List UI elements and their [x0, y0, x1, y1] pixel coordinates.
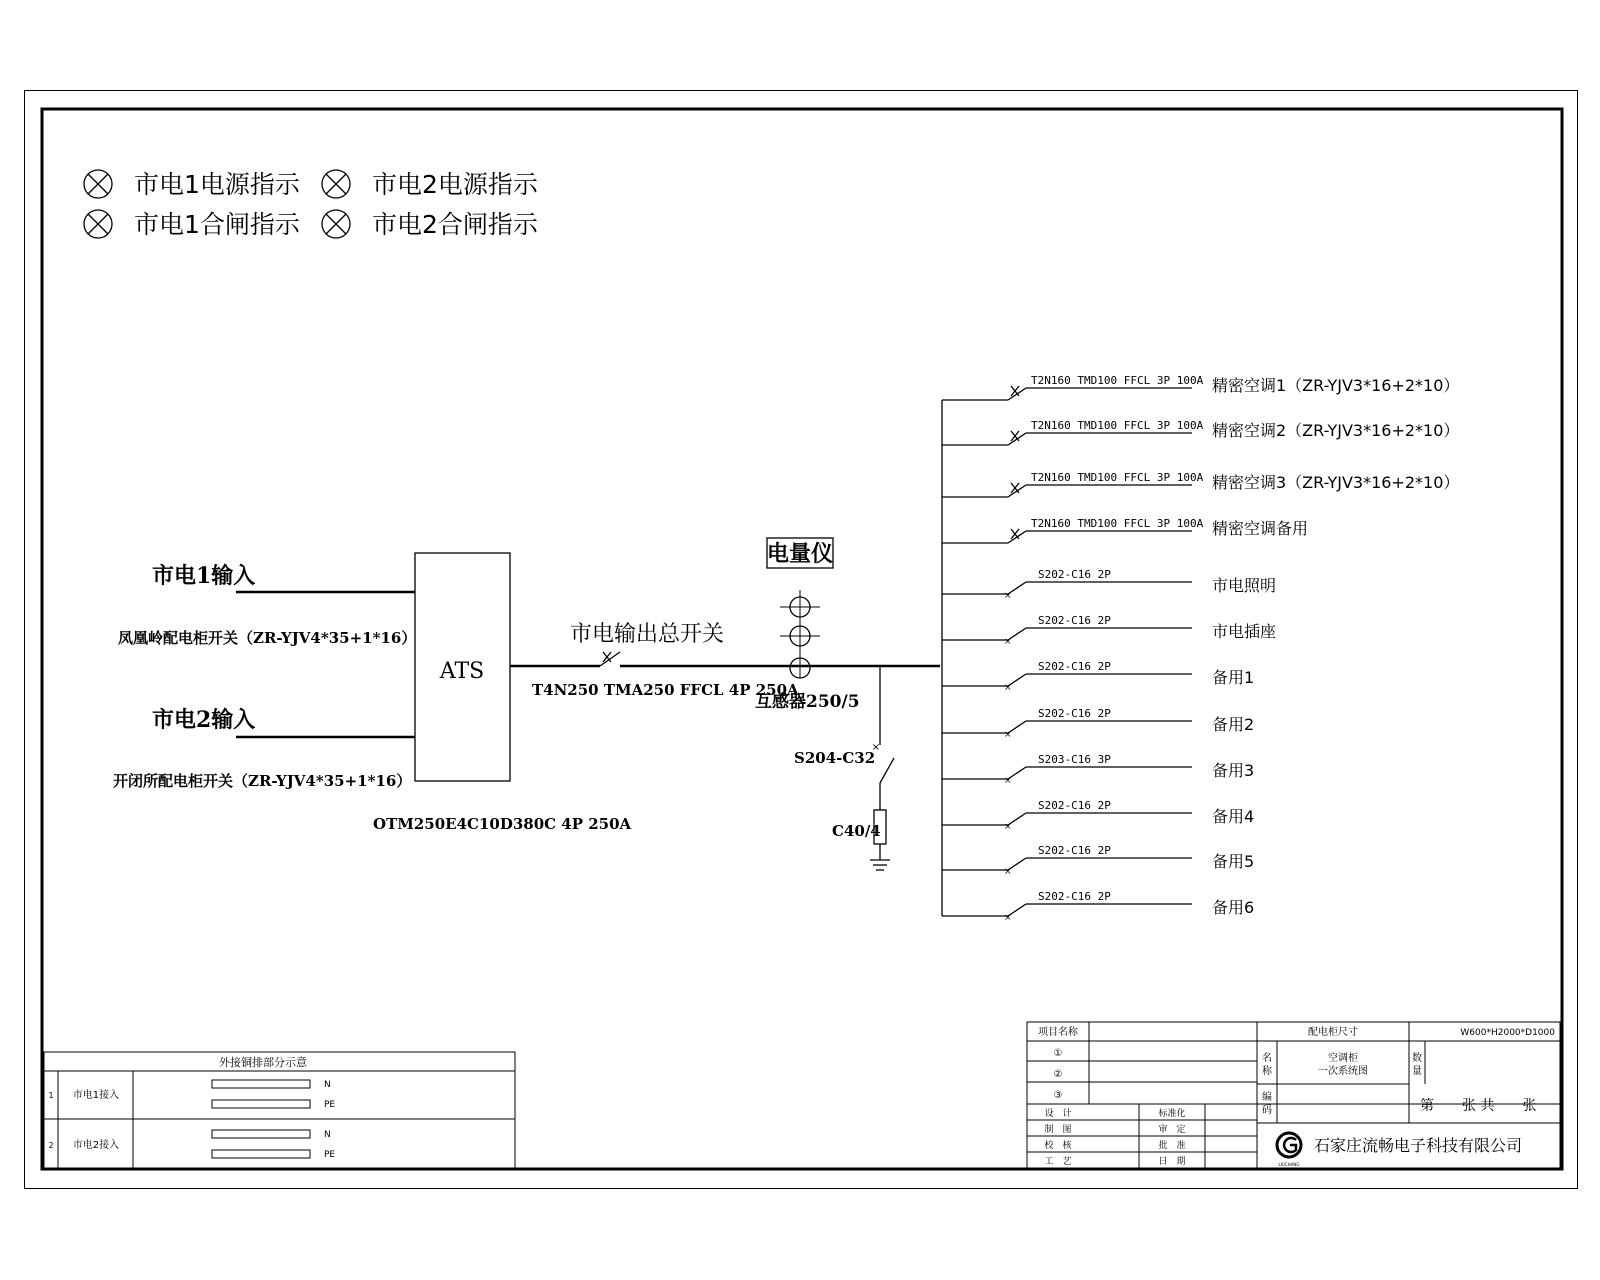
svg-text:×: × [1004, 913, 1012, 923]
ats-label: ATS [439, 659, 485, 684]
item-marker: ③ [1053, 1090, 1063, 1101]
branch-breaker-label: T2N160 TMD100 FFCL 3P 100A [1031, 471, 1204, 484]
branch-breaker-label: T2N160 TMD100 FFCL 3P 100A [1031, 374, 1204, 387]
branch-circuit [942, 707, 1254, 740]
branch-load-label: 备用6 [1212, 898, 1255, 917]
power-meter-label: 电量仪 [766, 541, 834, 567]
spd-arrester-label: C40/4 [832, 822, 881, 840]
role-label: 审 定 [1158, 1125, 1186, 1135]
legend-close-2: 市电2合闸指示 [372, 210, 538, 239]
branch-load-label: 备用4 [1212, 807, 1255, 826]
branch-breaker-label: T2N160 TMD100 FFCL 3P 100A [1031, 419, 1204, 432]
branch-breaker-label: S202-C16 2P [1038, 890, 1111, 903]
branch-breaker-label: T2N160 TMD100 FFCL 3P 100A [1031, 517, 1204, 530]
copper-row-name: 市电2接入 [72, 1140, 120, 1151]
lamp-icon [322, 170, 350, 198]
legend [84, 170, 539, 239]
branch-breaker-label: S202-C16 2P [1038, 707, 1111, 720]
svg-text:×: × [1004, 867, 1012, 877]
input2-label: 市电2输入 [152, 707, 256, 733]
branch-breaker-label: S202-C16 2P [1038, 660, 1111, 673]
main-switch-model: T4N250 TMA250 FFCL 4P 250A [532, 681, 799, 699]
drawing-name-line1: 空调柜 [1328, 1053, 1358, 1064]
branch-load-label: 市电插座 [1212, 622, 1277, 641]
copper-bar-label: N [324, 1080, 331, 1090]
copper-bar [212, 1150, 310, 1158]
role-label: 设 计 [1044, 1109, 1072, 1119]
svg-text:×: × [1004, 822, 1012, 832]
branch-breaker-label: S202-C16 2P [1038, 568, 1111, 581]
role-label: 制 图 [1044, 1125, 1072, 1135]
copper-bar [212, 1130, 310, 1138]
role-label: 工 艺 [1044, 1157, 1072, 1167]
svg-text:×: × [1004, 591, 1012, 601]
copper-bar [212, 1100, 310, 1108]
svg-text:LIUCHANG: LIUCHANG [1278, 1162, 1300, 1167]
branch-breaker-label: S203-C16 3P [1038, 753, 1111, 766]
copper-bar [212, 1080, 310, 1088]
code-label: 编码 [1262, 1092, 1272, 1116]
company-logo-icon [1277, 1133, 1301, 1167]
branch-load-label: 备用2 [1212, 715, 1255, 734]
ats-model: OTM250E4C10D380C 4P 250A [373, 815, 632, 833]
branch-circuit [942, 844, 1254, 877]
project-name-label: 项目名称 [1038, 1027, 1078, 1038]
main-breaker-symbol [600, 652, 620, 666]
cabinet-size-value: W600*H2000*D1000 [1460, 1028, 1555, 1038]
branch-breaker-label: S202-C16 2P [1038, 614, 1111, 627]
copper-bar-label: PE [324, 1100, 336, 1110]
spd-breaker-label: S204-C32 [794, 749, 876, 767]
sheet-count: 第 张 共 张 [1420, 1098, 1537, 1114]
branch-circuit [942, 799, 1254, 832]
svg-text:×: × [1004, 776, 1012, 786]
drawing-name-line2: 一次系统图 [1318, 1066, 1368, 1077]
role-label: 标准化 [1158, 1109, 1186, 1119]
branch-load-label: 备用3 [1212, 761, 1255, 780]
branch-circuit [942, 471, 1459, 497]
branch-load-label: 市电照明 [1212, 576, 1277, 595]
branch-circuit [942, 568, 1276, 601]
branch-load-label: 精密空调3（ZR-YJV3*16+2*10） [1212, 473, 1460, 492]
branch-breaker-label: S202-C16 2P [1038, 799, 1111, 812]
input2-cable: 开闭所配电柜开关（ZR-YJV4*35+1*16） [113, 772, 412, 790]
input1-cable: 凤凰岭配电柜开关（ZR-YJV4*35+1*16） [118, 629, 417, 647]
copper-row-name: 市电1接入 [72, 1090, 120, 1101]
legend-power-2: 市电2电源指示 [372, 170, 538, 199]
legend-close-1: 市电1合闸指示 [134, 210, 300, 239]
legend-power-1: 市电1电源指示 [134, 170, 300, 199]
role-label: 批 准 [1158, 1141, 1186, 1151]
branch-breaker-label: S202-C16 2P [1038, 844, 1111, 857]
item-marker: ① [1053, 1048, 1063, 1059]
branch-load-label: 备用5 [1212, 852, 1255, 871]
branch-circuit [942, 374, 1459, 400]
branch-circuit [942, 517, 1308, 543]
main-switch-label: 市电输出总开关 [570, 622, 725, 647]
branch-load-label: 精密空调备用 [1212, 519, 1309, 538]
svg-text:×: × [1004, 730, 1012, 740]
cabinet-size-label: 配电柜尺寸 [1308, 1027, 1358, 1038]
copper-bar-label: N [324, 1130, 331, 1140]
company-name: 石家庄流畅电子科技有限公司 [1314, 1136, 1523, 1155]
input1-label: 市电1输入 [152, 563, 256, 589]
branch-load-label: 备用1 [1212, 668, 1255, 687]
name-label: 名称 [1262, 1053, 1272, 1077]
qty-label: 数量 [1412, 1053, 1422, 1077]
copper-bar-label: PE [324, 1150, 336, 1160]
svg-text:×: × [1004, 683, 1012, 693]
branch-circuit [942, 660, 1254, 693]
copper-bar-table [44, 1052, 515, 1168]
lamp-icon [322, 210, 350, 238]
lamp-icon [84, 210, 112, 238]
role-label: 校 核 [1044, 1141, 1072, 1151]
role-label: 日 期 [1158, 1157, 1186, 1167]
ct-label: 互感器250/5 [755, 692, 860, 712]
copper-row-no: 1 [48, 1091, 54, 1100]
copper-row-no: 2 [48, 1141, 54, 1150]
branch-load-label: 精密空调2（ZR-YJV3*16+2*10） [1212, 421, 1460, 440]
branch-circuit [942, 753, 1254, 786]
branch-circuit [942, 890, 1254, 923]
title-block [1027, 1022, 1560, 1168]
branch-load-label: 精密空调1（ZR-YJV3*16+2*10） [1212, 376, 1460, 395]
svg-text:×: × [871, 742, 881, 753]
svg-text:×: × [1004, 637, 1012, 647]
branch-circuit [942, 419, 1459, 445]
branch-circuits [942, 374, 1459, 923]
branch-circuit [942, 614, 1276, 647]
item-marker: ② [1053, 1069, 1063, 1080]
copper-table-title: 外接铜排部分示意 [219, 1056, 307, 1069]
lamp-icon [84, 170, 112, 198]
